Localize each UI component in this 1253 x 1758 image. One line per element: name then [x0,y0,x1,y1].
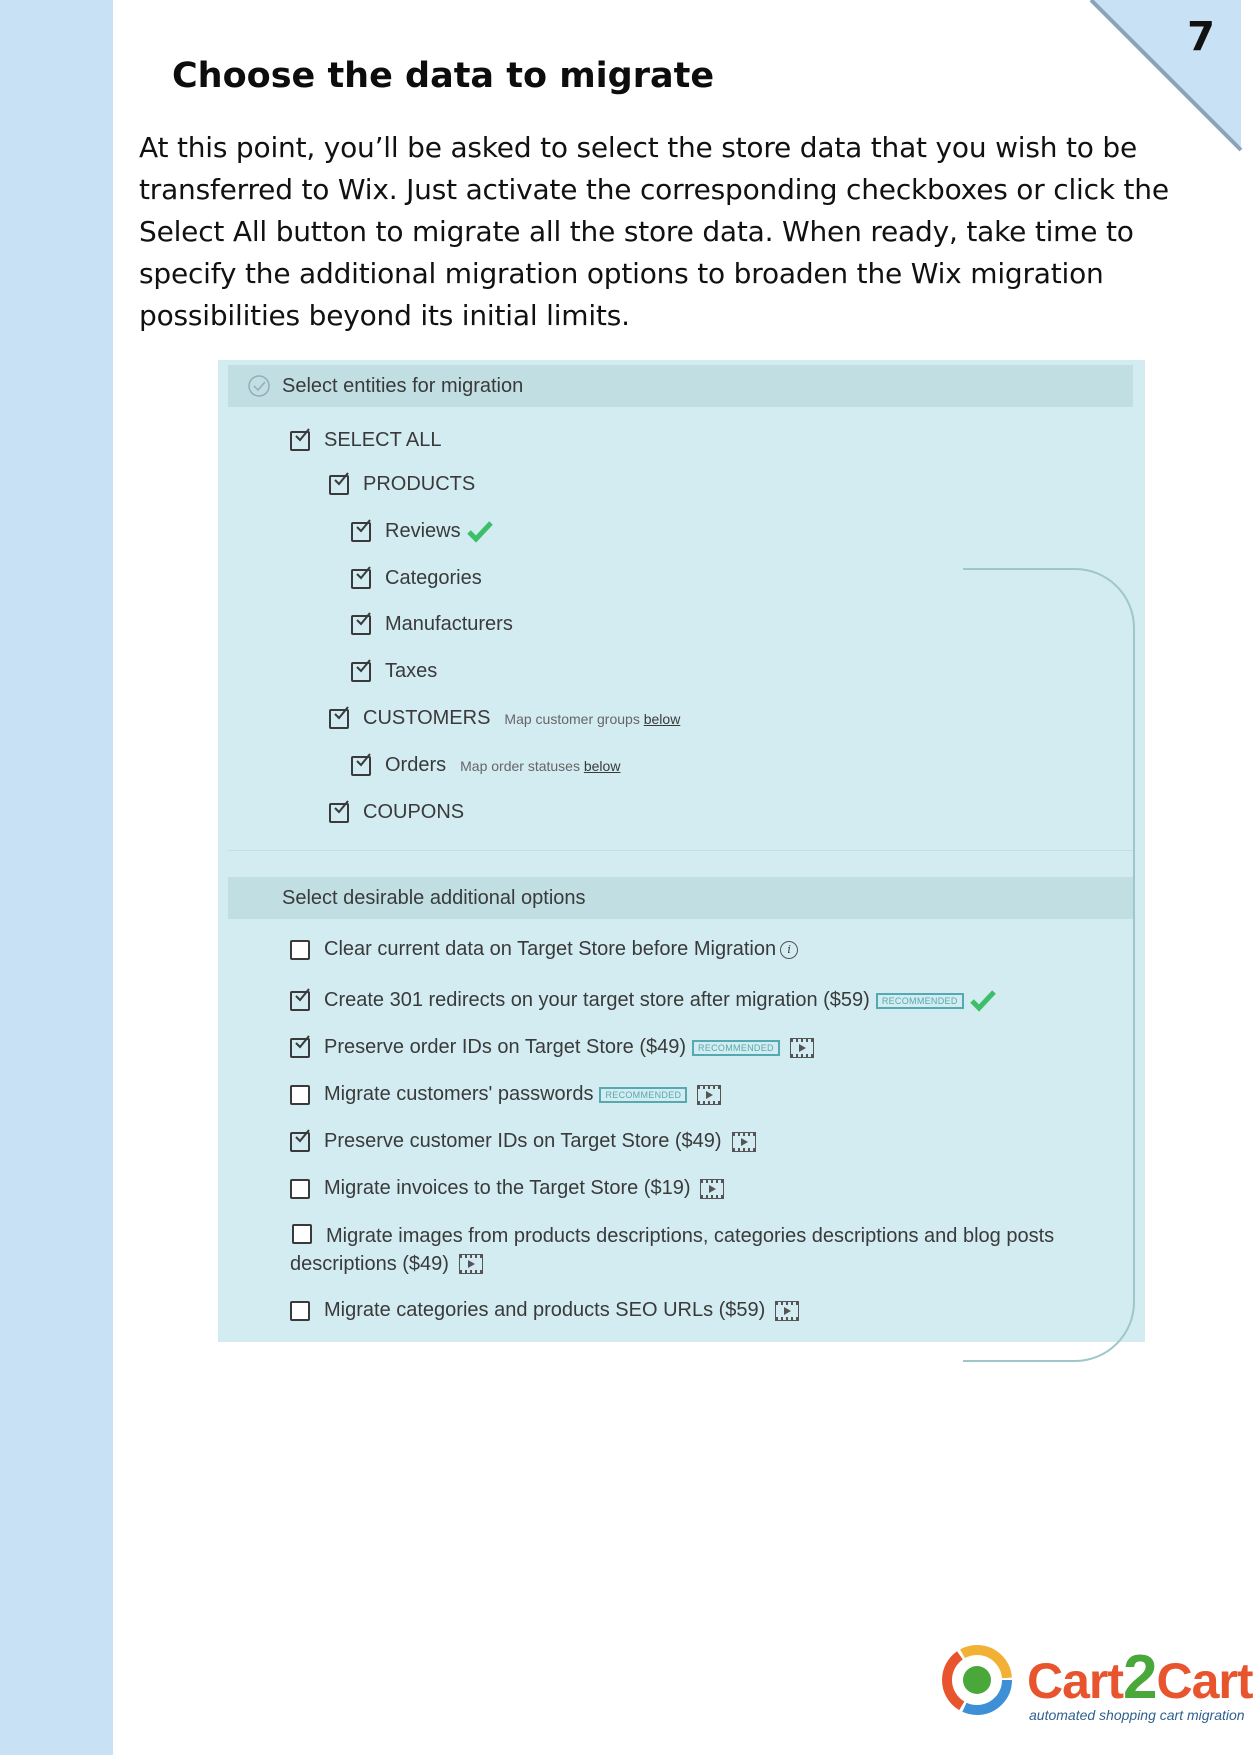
checkbox-checked[interactable] [290,431,310,451]
migration-options-screenshot [218,360,1145,1342]
option-label: Preserve customer IDs on Target Store ($49) [324,1130,722,1152]
option-label: Clear current data on Target Store before Migration [324,938,777,960]
entity-orders[interactable] [351,754,620,777]
option-301-redirects[interactable] [290,989,996,1012]
logo-swirl-icon [937,1640,1017,1720]
checkbox-unchecked[interactable] [292,1224,312,1244]
entities-section-header [228,365,1133,407]
checkbox-checked[interactable] [351,615,371,635]
recommended-badge: RECOMMENDED [692,1040,780,1056]
cart2cart-logo [937,1638,1253,1758]
circle-check-icon [248,375,270,397]
checkbox-checked[interactable] [351,662,371,682]
checkbox-checked[interactable] [329,475,349,495]
option-migrate-images[interactable] [290,1222,1100,1278]
entity-products[interactable] [329,473,475,496]
video-icon[interactable] [790,1038,814,1058]
checkbox-unchecked[interactable] [290,1301,310,1321]
checkbox-checked[interactable] [351,756,371,776]
green-check-icon [970,990,996,1012]
page-title: Choose the data to migrate [172,56,715,96]
option-migrate-invoices[interactable] [290,1177,724,1200]
entity-label: SELECT ALL [324,429,442,451]
entity-label: Orders [385,754,447,776]
entity-label: Categories [385,567,482,589]
entity-categories[interactable] [351,567,482,590]
option-preserve-customer-ids[interactable] [290,1130,756,1153]
entity-reviews[interactable] [351,520,493,543]
entity-label: CUSTOMERS [363,707,491,729]
video-icon[interactable] [697,1085,721,1105]
checkbox-checked[interactable] [290,1132,310,1152]
option-label: Migrate customers' passwords [324,1083,594,1105]
recommended-badge: RECOMMENDED [599,1087,687,1103]
option-label: Preserve order IDs on Target Store ($49) [324,1036,687,1058]
option-clear-current-data[interactable] [290,938,798,961]
entity-taxes[interactable] [351,660,437,683]
option-label: Migrate images from products descriptions, categories descriptions and blog posts descriptions ($49) [290,1225,1055,1275]
page-number: 7 [1187,14,1215,60]
entity-label: Manufacturers [385,613,513,635]
video-icon[interactable] [459,1254,483,1274]
logo-wordmark: Cart2Cart [1027,1643,1253,1712]
checkbox-checked[interactable] [351,569,371,589]
checkbox-checked[interactable] [351,522,371,542]
below-link[interactable]: below [643,710,681,727]
video-icon[interactable] [732,1132,756,1152]
entity-label: Taxes [385,660,438,682]
entity-label: Reviews [385,520,461,542]
checkbox-unchecked[interactable] [290,1179,310,1199]
checkbox-checked[interactable] [290,991,310,1011]
section-divider [228,850,1133,851]
entity-label: COUPONS [363,801,465,823]
entity-select-all[interactable] [290,429,441,452]
checkbox-checked[interactable] [329,803,349,823]
entity-manufacturers[interactable] [351,613,513,636]
entities-header-label: Select entities for migration [282,375,524,397]
checkbox-unchecked[interactable] [290,1085,310,1105]
recommended-badge: RECOMMENDED [876,993,964,1009]
entity-label: PRODUCTS [363,473,476,495]
green-check-icon [467,521,493,543]
info-icon[interactable]: i [780,941,798,959]
option-label: Create 301 redirects on your target store after migration ($59) [324,989,870,1011]
options-header-label: Select desirable additional options [282,887,586,909]
option-migrate-passwords[interactable] [290,1083,721,1106]
intro-paragraph: At this point, you’ll be asked to select the store data that you wish to be transferred to Wix. Just activate the corresponding checkboxes or click the Select All button to migrate all the store data. When ready, take time to specify the additional migration options to broaden the Wix migration possibilities beyond its initial limits. [139,131,1169,332]
left-side-band [0,0,113,1755]
map-customer-groups-note: Map customer groups below [504,710,681,727]
checkbox-checked[interactable] [329,709,349,729]
below-link[interactable]: below [583,757,621,774]
option-seo-urls[interactable] [290,1299,799,1322]
video-icon[interactable] [775,1301,799,1321]
options-section-header [228,877,1133,919]
checkbox-checked[interactable] [290,1038,310,1058]
video-icon[interactable] [700,1179,724,1199]
option-label: Migrate invoices to the Target Store ($19) [324,1177,691,1199]
option-preserve-order-ids[interactable] [290,1036,814,1059]
option-label: Migrate categories and products SEO URLs ($59) [324,1299,766,1321]
entity-coupons[interactable] [329,801,464,824]
entity-customers[interactable] [329,707,680,730]
checkbox-unchecked[interactable] [290,940,310,960]
map-order-statuses-note: Map order statuses below [460,757,621,774]
logo-tagline: automated shopping cart migration [1029,1707,1245,1723]
